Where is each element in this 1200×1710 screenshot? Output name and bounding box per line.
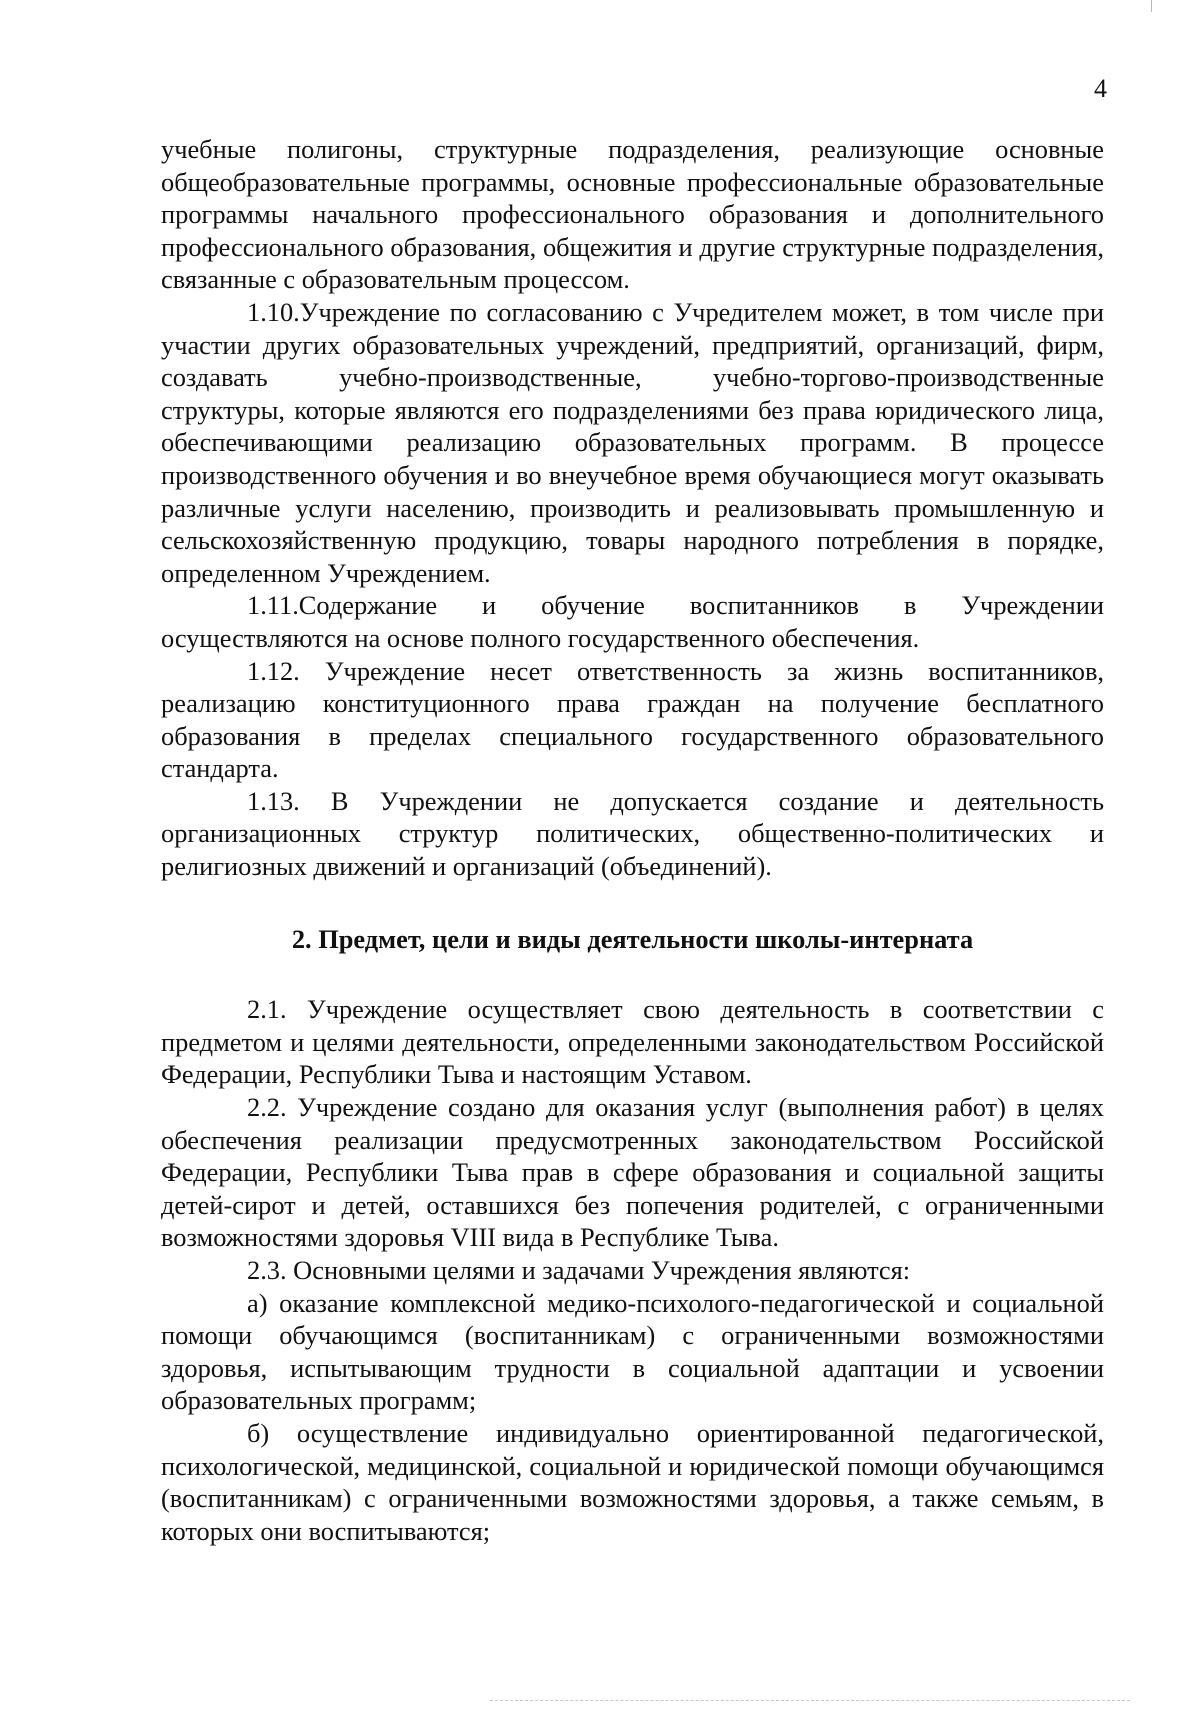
paragraph-continuation: учебные полигоны, структурные подразделения, реализующие основные общеобразовательные программы, основные профессиональные образовательные программы начального профессионального образования и дополнительного профессионального образования, общежития и другие структурные подразделения, связанные с образовательным процессом. (161, 134, 1104, 295)
list-item-b: б) осуществление индивидуально ориентированной педагогической, психологической, медицинской, социальной и юридической помощи обучающимся (воспитанникам) с ограниченными возможностями здоровья, а также семьям, в которых они воспитываются; (161, 1417, 1104, 1546)
paragraph-1-11: 1.11.Содержание и обучение воспитанников в Учреждении осуществляются на основе полного государственного обеспечения. (161, 590, 1104, 653)
paragraph-1-10: 1.10.Учреждение по согласованию с Учредителем может, в том числе при участии других образовательных учреждений, предприятий, организаций, фирм, создавать учебно-производственные, учебно-торгово-производственные структуры, которые являются его подразделениями без права юридического лица, обеспечивающими реализацию образовательных программ. В процессе производственного обучения и во внеучебное время обучающиеся могут оказывать различные услуги населению, производить и реализовывать промышленную и сельскохозяйственную продукцию, товары народного потребления в порядке, определенном Учреждением. (161, 296, 1104, 588)
paragraph-2-3: 2.3. Основными целями и задачами Учреждения являются: (247, 1255, 911, 1285)
paragraph-1-13: 1.13. В Учреждении не допускается создание и деятельность организационных структур политических, общественно-политических и религиозных движений и организаций (объединений). (161, 785, 1104, 882)
scan-edge-mark (1151, 0, 1152, 12)
scan-bottom-edge (490, 1700, 1130, 1701)
paragraph-2-1: 2.1. Учреждение осуществляет свою деятельность в соответствии с предметом и целями деятельности, определенными законодательством Российской Федерации, Республики Тыва и настоящим Уставом. (161, 994, 1104, 1090)
document-body (161, 133, 1104, 1547)
paragraph-1-12: 1.12. Учреждение несет ответственность за жизнь воспитанников, реализацию конституционного права граждан на получение бесплатного образования в пределах специального государственного образовательного стандарта. (161, 655, 1104, 784)
page-number: 4 (1094, 74, 1107, 103)
paragraph-2-2: 2.2. Учреждение создано для оказания услуг (выполнения работ) в целях обеспечения реализации предусмотренных законодательством Российской Федерации, Республики Тыва прав в сфере образования и социальной защиты детей-сирот и детей, оставшихся без попечения родителей, с ограниченными возможностями здоровья VIII вида в Республике Тыва. (161, 1092, 1104, 1253)
section-2-heading: 2. Предмет, цели и виды деятельности школы-интерната (291, 923, 974, 954)
list-item-a: а) оказание комплексной медико-психолого-педагогической и социальной помощи обучающимся (воспитанникам) с ограниченными возможностями здоровья, испытывающим трудности в социальной адаптации и усвоении образовательных программ; (161, 1287, 1104, 1416)
